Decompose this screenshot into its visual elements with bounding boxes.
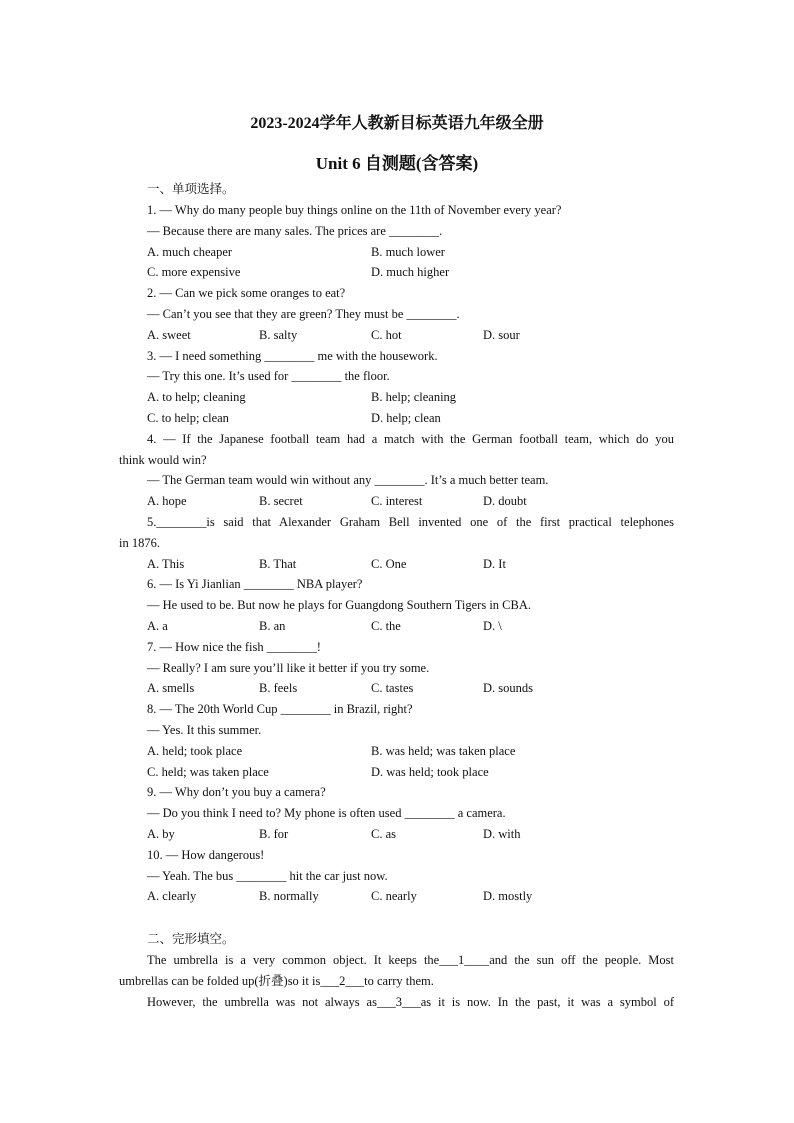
question-stem: 3. — I need something ________ me with the housework. <box>147 348 438 363</box>
answer-option: B. secret <box>259 494 303 509</box>
answer-option: C. the <box>371 619 401 633</box>
answer-option: C. hot <box>371 327 402 342</box>
answer-option: B. an <box>259 619 286 633</box>
answer-option: D. mostly <box>483 889 533 904</box>
answer-option: B. salty <box>259 327 298 342</box>
question-line: think would win? <box>119 452 207 467</box>
question-stem: 8. — The 20th World Cup ________ in Brazil, right? <box>147 702 413 717</box>
answer-option: B. was held; was taken place <box>371 743 516 758</box>
question-stem: 2. — Can we pick some oranges to eat? <box>147 286 346 301</box>
question-stem: 10. — How dangerous! <box>147 847 265 862</box>
answer-option: D. with <box>483 827 521 841</box>
question-line: in 1876. <box>119 535 160 550</box>
answer-option: B. help; cleaning <box>371 390 457 405</box>
question-line: — Can’t you see that they are green? They must be ________. <box>147 307 460 321</box>
answer-option: D. help; clean <box>371 411 441 425</box>
answer-option: A. sweet <box>147 327 191 342</box>
answer-option: C. interest <box>371 494 423 509</box>
answer-option: D. was held; took place <box>371 764 489 779</box>
question-line: — He used to be. But now he plays for Guangdong Southern Tigers in CBA. <box>147 598 532 613</box>
answer-option: A. hope <box>147 494 187 509</box>
question-stem: 6. — Is Yi Jianlian ________ NBA player? <box>147 577 363 592</box>
answer-option: A. much cheaper <box>147 244 233 259</box>
answer-option: D. sounds <box>483 681 534 696</box>
answer-option: B. much lower <box>371 244 445 259</box>
answer-option: C. held; was taken place <box>147 764 269 779</box>
question-line: — Do you think I need to? My phone is often used ________ a camera. <box>147 806 506 821</box>
question-line: — Yes. It this summer. <box>147 723 262 737</box>
answer-option: D. much higher <box>371 265 450 280</box>
question-stem: 9. — Why don’t you buy a camera? <box>147 785 326 800</box>
answer-option: D. It <box>483 556 506 571</box>
answer-option: A. by <box>147 827 175 841</box>
answer-option: C. nearly <box>371 889 417 904</box>
answer-option: A. smells <box>147 681 195 696</box>
question-line: — Yeah. The bus ________ hit the car just now. <box>147 868 388 883</box>
question-stem: 7. — How nice the fish ________! <box>147 639 321 654</box>
answer-option: B. for <box>259 827 289 841</box>
answer-option: B. normally <box>259 889 319 904</box>
answer-option: B. feels <box>259 681 298 696</box>
answer-option: A. This <box>147 556 185 571</box>
document-subtitle: Unit 6 自测题(含答案) <box>315 154 479 173</box>
answer-option: D. sour <box>483 327 520 342</box>
passage-line: However, the umbrella was not always as___3___as it is now. In the past, it was a symbol of <box>147 995 674 1009</box>
passage-line: umbrellas can be folded up(折叠)so it is___2___to carry them. <box>119 974 434 988</box>
answer-option: A. a <box>147 619 168 633</box>
answer-option: C. One <box>371 556 407 571</box>
answer-option: B. That <box>259 556 297 571</box>
answer-option: C. as <box>371 827 396 841</box>
passage-line: The umbrella is a very common object. It keeps the___1____and the sun off the people. Most <box>147 953 674 967</box>
document-title: 2023-2024学年人教新目标英语九年级全册 <box>250 115 544 132</box>
answer-option: C. more expensive <box>147 265 241 280</box>
section-heading-cloze: 二、完形填空。 <box>147 932 235 946</box>
question-stem: 1. — Why do many people buy things online on the 11th of November every year? <box>147 203 562 217</box>
answer-option: D. doubt <box>483 494 527 509</box>
answer-option: A. held; took place <box>147 743 243 758</box>
question-line: — Try this one. It’s used for ________ the floor. <box>147 369 390 384</box>
question-line: — The German team would win without any ________. It’s a much better team. <box>147 473 549 488</box>
section-heading-single-choice: 一、单项选择。 <box>147 182 235 196</box>
question-stem: 4. — If the Japanese football team had a match with the German football team, which do you <box>147 431 674 446</box>
answer-option: C. to help; clean <box>147 411 229 425</box>
question-stem: 5.________is said that Alexander Graham Bell invented one of the first practical telephones <box>147 515 674 529</box>
question-line: — Because there are many sales. The prices are ________. <box>147 223 443 238</box>
answer-option: A. clearly <box>147 889 197 904</box>
answer-option: D. \ <box>483 619 502 633</box>
question-line: — Really? I am sure you’ll like it better if you try some. <box>147 660 430 675</box>
answer-option: C. tastes <box>371 681 414 696</box>
answer-option: A. to help; cleaning <box>147 390 246 405</box>
